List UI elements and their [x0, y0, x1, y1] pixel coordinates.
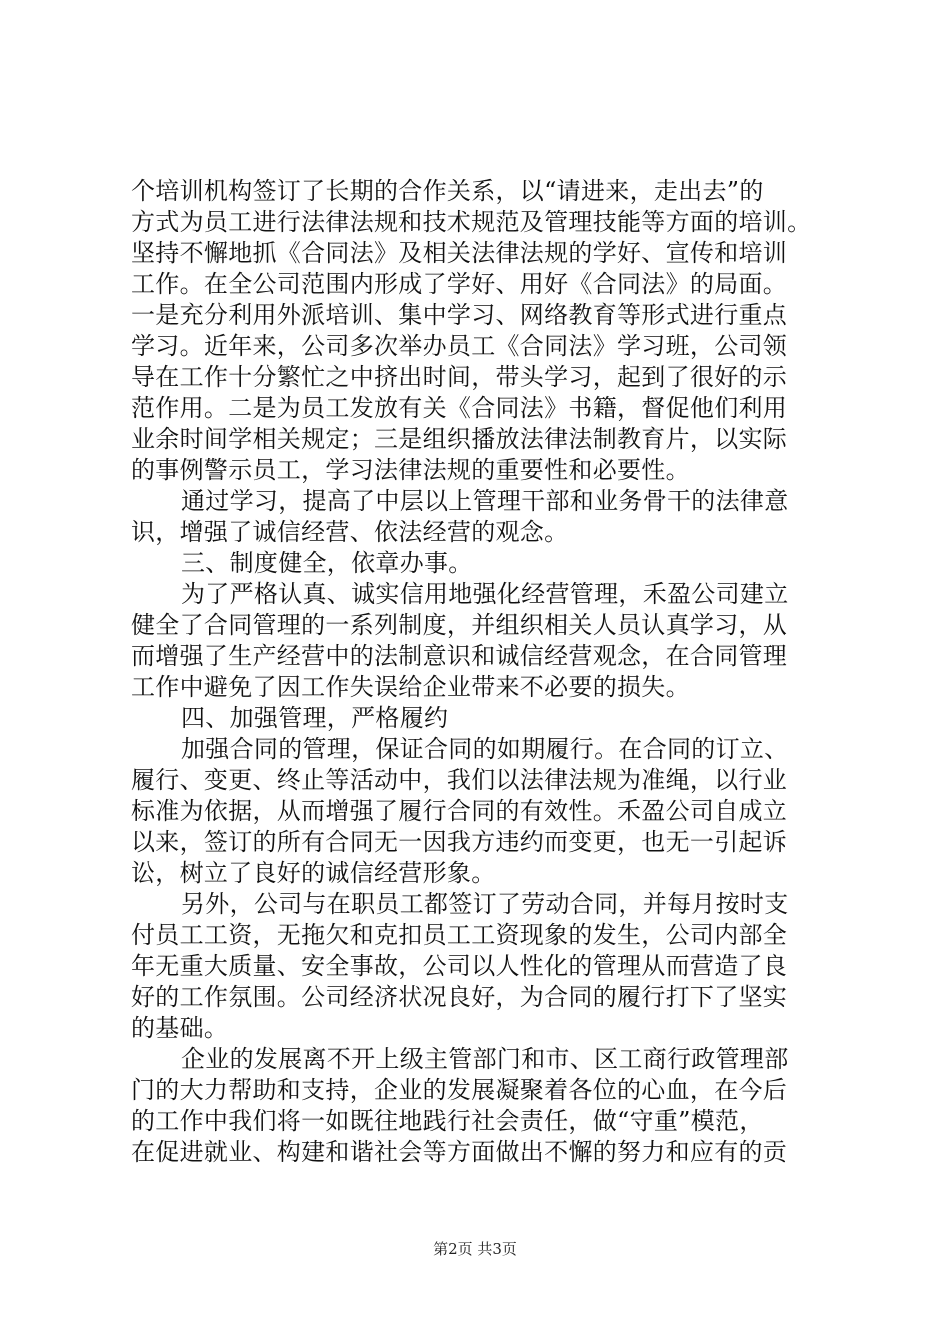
text-line: 好的工作氛围。公司经济状况良好，为合同的履行打下了坚实 [131, 983, 788, 1011]
text-line: 的工作中我们将一如既往地践行社会责任，做“守重”模范， [131, 1107, 764, 1135]
text-line: 业余时间学相关规定；三是组织播放法律法制教育片，以实际 [131, 425, 788, 453]
text-line: 讼，树立了良好的诚信经营形象。 [131, 859, 496, 887]
paragraph-start-line: 加强合同的管理，保证合同的如期履行。在合同的订立、 [181, 735, 789, 763]
paragraph-start-line: 企业的发展离不开上级主管部门和市、区工商行政管理部 [181, 1045, 789, 1073]
section-heading: 三、制度健全，依章办事。 [181, 549, 473, 577]
text-line: 工作。在全公司范围内形成了学好、用好《合同法》的局面。 [131, 270, 788, 298]
text-line: 标准为依据，从而增强了履行合同的有效性。禾盈公司自成立 [131, 797, 788, 825]
text-line: 而增强了生产经营中的法制意识和诚信经营观念，在合同管理 [131, 642, 788, 670]
text-line: 年无重大质量、安全事故，公司以人性化的管理从而营造了良 [131, 952, 788, 980]
text-line: 坚持不懈地抓《合同法》及相关法律法规的学好、宣传和培训 [131, 239, 788, 267]
text-line: 范作用。二是为员工发放有关《合同法》书籍，督促他们利用 [131, 394, 788, 422]
text-line: 健全了合同管理的一系列制度，并组织相关人员认真学习，从 [131, 611, 788, 639]
text-line: 个培训机构签订了长期的合作关系，以“请进来，走出去”的 [131, 177, 764, 205]
section-heading: 四、加强管理，严格履约 [181, 704, 449, 732]
text-line: 工作中避免了因工作失误给企业带来不必要的损失。 [131, 673, 690, 701]
document-body [131, 176, 831, 1168]
text-line: 的事例警示员工，学习法律法规的重要性和必要性。 [131, 456, 690, 484]
text-line: 学习。近年来，公司多次举办员工《合同法》学习班，公司领 [131, 332, 788, 360]
page-number-footer: 第2页 共3页 [433, 1240, 517, 1258]
text-line: 识，增强了诚信经营、依法经营的观念。 [131, 518, 569, 546]
text-line: 方式为员工进行法律法规和技术规范及管理技能等方面的培训。 [131, 208, 812, 236]
paragraph-start-line: 另外，公司与在职员工都签订了劳动合同，并每月按时支 [181, 890, 789, 918]
text-line: 以来，签订的所有合同无一因我方违约而变更，也无一引起诉 [131, 828, 788, 856]
paragraph-start-line: 通过学习，提高了中层以上管理干部和业务骨干的法律意 [181, 487, 789, 515]
text-line: 付员工工资，无拖欠和克扣员工工资现象的发生，公司内部全 [131, 921, 788, 949]
text-line: 门的大力帮助和支持，企业的发展凝聚着各位的心血，在今后 [131, 1076, 788, 1104]
text-line: 的基础。 [131, 1014, 229, 1042]
paragraph-start-line: 为了严格认真、诚实信用地强化经营管理，禾盈公司建立 [181, 580, 789, 608]
text-line: 履行、变更、终止等活动中，我们以法律法规为准绳，以行业 [131, 766, 788, 794]
text-line: 导在工作十分繁忙之中挤出时间，带头学习，起到了很好的示 [131, 363, 788, 391]
text-line: 在促进就业、构建和谐社会等方面做出不懈的努力和应有的贡 [131, 1138, 788, 1166]
text-line: 一是充分利用外派培训、集中学习、网络教育等形式进行重点 [131, 301, 788, 329]
